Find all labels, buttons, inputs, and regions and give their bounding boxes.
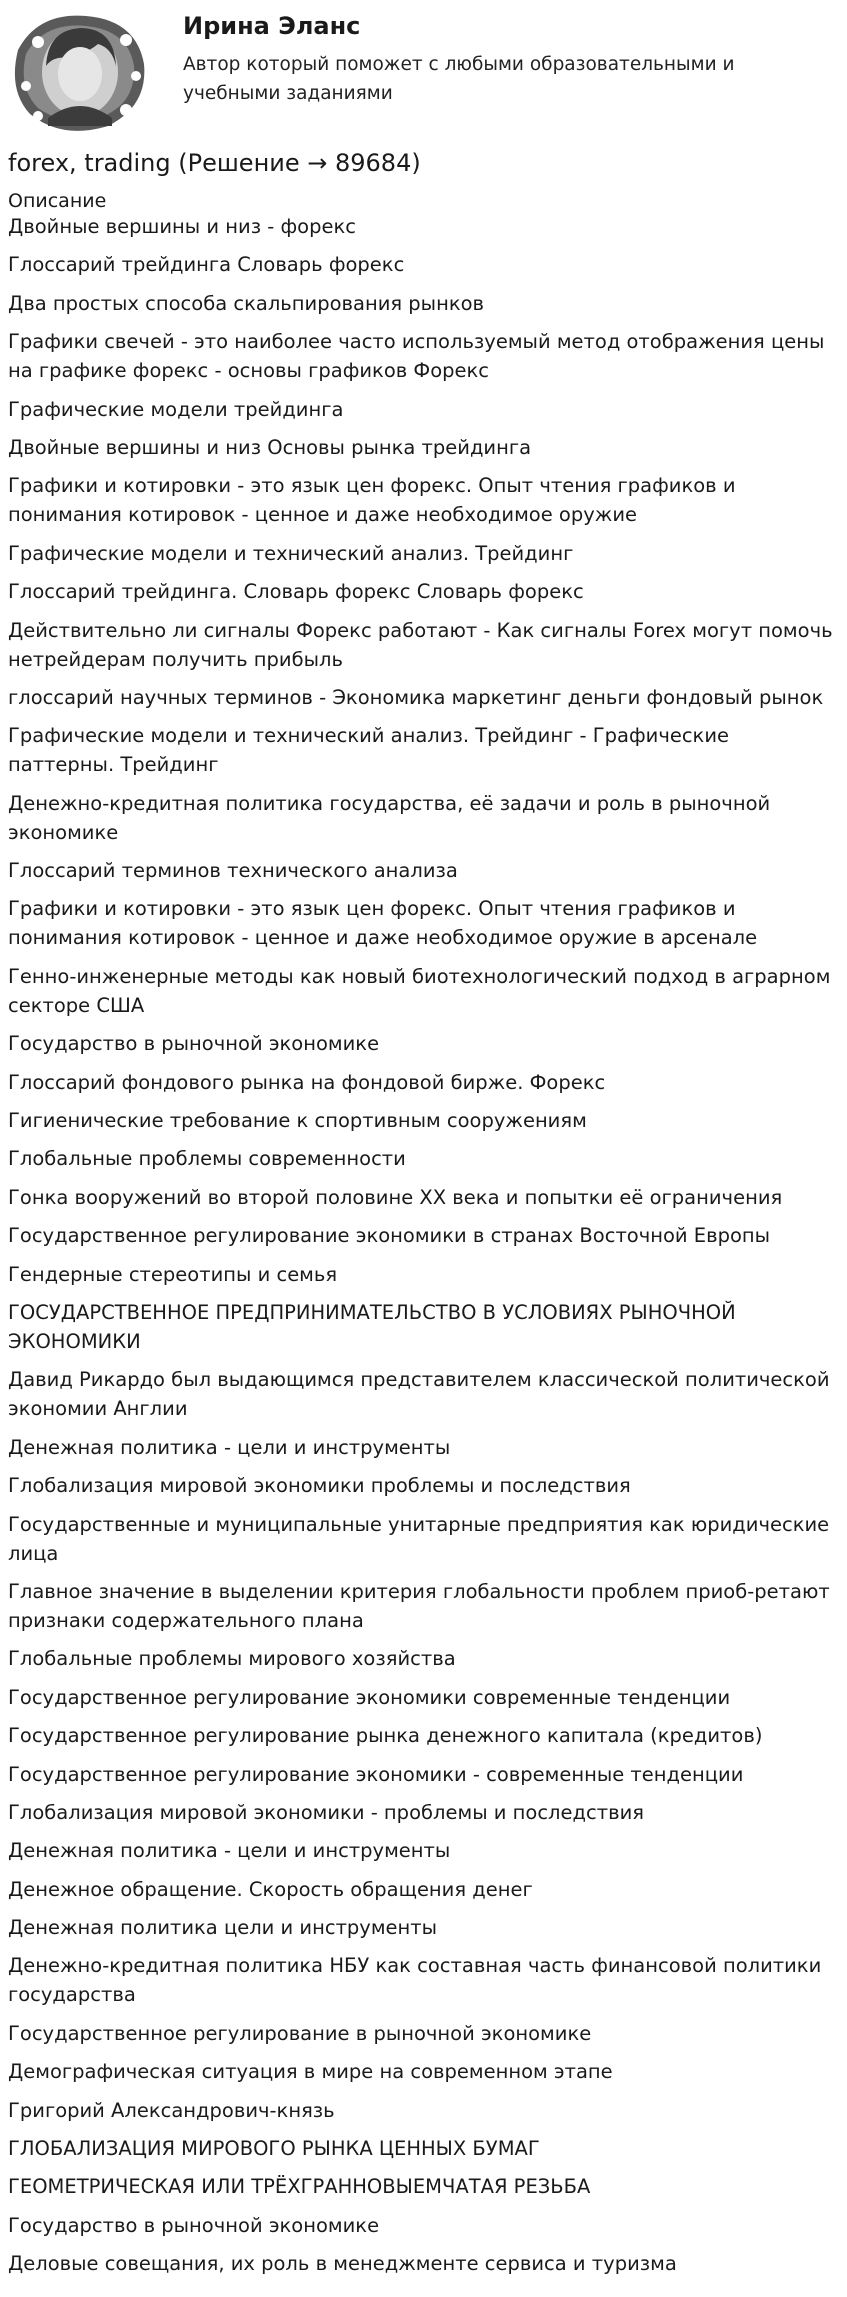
list-item [8,721,840,779]
list-item [8,789,840,847]
list-item [8,1221,840,1250]
related-link[interactable]: Главное значение в выделении критерия глобальности проблем приоб-ретают признаки содержательного плана [8,1579,830,1632]
list-item [8,1068,840,1097]
list-item [8,1183,840,1212]
list-item [8,1644,840,1673]
related-link[interactable]: Государство в рыночной экономике [8,2213,380,2237]
related-link[interactable]: Глобальные проблемы современности [8,1147,406,1171]
author-name[interactable]: Ирина Эланс [183,12,361,40]
list-item [8,471,840,529]
related-link[interactable]: Глоссарий терминов технического анализа [8,859,458,883]
related-link[interactable]: Двойные вершины и низ - форекс [8,215,356,238]
related-link[interactable]: Глобализация мировой экономики проблемы и последствия [8,1474,631,1498]
list-item [8,327,840,385]
related-link[interactable]: ГЛОБАЛИЗАЦИЯ МИРОВОГО РЫНКА ЦЕННЫХ БУМАГ [8,2137,540,2161]
list-item [8,433,840,462]
related-link[interactable]: Гигиенические требование к спортивным сооружениям [8,1109,587,1133]
list-item [8,1798,840,1827]
related-link[interactable]: Деловые совещания, их роль в менеджменте сервиса и туризма [8,2252,677,2276]
list-item [8,683,840,712]
list-item [8,1577,840,1635]
related-link[interactable]: Давид Рикардо был выдающимся представителем классической политической экономии Англии [8,1368,830,1421]
list-item [8,1029,840,1058]
related-link[interactable]: Графики свечей - это наиболее часто используемый метод отображения цены на графике форекс - основы графиков Форекс [8,330,825,383]
author-description: Автор который поможет с любыми образовательными и учебными заданиями [183,54,735,104]
list-item [8,212,840,241]
list-item [8,1836,840,1865]
list-item [8,1433,840,1462]
list-item [8,962,840,1020]
related-link[interactable]: Денежная политика - цели и инструменты [8,1435,451,1459]
related-link[interactable]: Государственное регулирование в рыночной экономике [8,2021,592,2045]
list-item [8,1683,840,1712]
list-item [8,250,840,279]
page-title: forex, trading (Решение → 89684) [8,149,421,177]
list-item [8,539,840,568]
related-link[interactable]: ГОСУДАРСТВЕННОЕ ПРЕДПРИНИМАТЕЛЬСТВО В УСЛОВИЯХ РЫНОЧНОЙ ЭКОНОМИКИ [8,1300,736,1353]
related-link[interactable]: Глоссарий фондового рынка на фондовой бирже. Форекс [8,1070,606,1094]
related-link[interactable]: Глоссарий трейдинга. Словарь форекс Словарь форекс [8,580,584,604]
list-item [8,894,840,952]
avatar[interactable] [8,6,150,134]
related-link[interactable]: Государственное регулирование рынка денежного капитала (кредитов) [8,1724,763,1748]
related-link[interactable]: Денежное обращение. Скорость обращения денег [8,1877,533,1901]
related-link[interactable]: Денежно-кредитная политика НБУ как составная часть финансовой политики государства [8,1954,822,2007]
related-link[interactable]: Двойные вершины и низ Основы рынка трейдинга [8,435,532,459]
list-item [8,1721,840,1750]
related-link[interactable]: Государственные и муниципальные унитарные предприятия как юридические лица [8,1512,830,1565]
related-link[interactable]: Графические модели и технический анализ. Трейдинг - Графические паттерны. Трейдинг [8,724,730,777]
related-link[interactable]: Демографическая ситуация в мире на современном этапе [8,2060,613,2084]
list-item [8,1913,840,1942]
related-link[interactable]: Государственное регулирование экономики - современные тенденции [8,1762,744,1786]
related-link[interactable]: Графики и котировки - это язык цен форекс. Опыт чтения графиков и понимания котировок - ценное и даже необходимое оружие [8,474,736,527]
related-link[interactable]: ГЕОМЕТРИЧЕСКАЯ ИЛИ ТРЁХГРАННОВЫЕМЧАТАЯ РЕЗЬБА [8,2175,591,2199]
list-item [8,289,840,318]
related-link[interactable]: Графики и котировки - это язык цен форекс. Опыт чтения графиков и понимания котировок - ценное и даже необходимое оружие в арсенале [8,897,758,950]
related-link[interactable]: глоссарий научных терминов - Экономика маркетинг деньги фондовый рынок [8,685,824,709]
list-item [8,2211,840,2240]
list-item [8,1510,840,1568]
list-item [8,395,840,424]
related-link[interactable]: Графические модели и технический анализ. Трейдинг [8,541,574,565]
list-item [8,2249,840,2278]
list-item [8,577,840,606]
description-label: Описание [8,190,107,212]
list-item [8,1471,840,1500]
list-item [8,1951,840,2009]
related-link[interactable]: Гендерные стереотипы и семья [8,1262,338,1286]
related-link[interactable]: Денежная политика - цели и инструменты [8,1839,451,1863]
list-item [8,2172,840,2201]
related-link[interactable]: Действительно ли сигналы Форекс работают - Как сигналы Forex могут помочь нетрейдерам получить прибыль [8,618,833,671]
related-link[interactable]: Государство в рыночной экономике [8,1032,380,1056]
list-item [8,1875,840,1904]
list-item [8,1760,840,1789]
avatar-image [8,6,150,134]
related-link[interactable]: Генно-инженерные методы как новый биотехнологический подход в аграрном секторе США [8,964,831,1017]
list-item [8,1365,840,1423]
related-link[interactable]: Графические модели трейдинга [8,397,344,421]
related-link[interactable]: Государственное регулирование экономики современные тенденции [8,1685,731,1709]
related-link[interactable]: Глоссарий трейдинга Словарь форекс [8,253,405,277]
list-item [8,856,840,885]
author-card [0,0,847,145]
related-link[interactable]: Денежная политика цели и инструменты [8,1916,438,1940]
related-link[interactable]: Глобальные проблемы мирового хозяйства [8,1647,456,1671]
related-link[interactable]: Государственное регулирование экономики в странах Восточной Европы [8,1224,771,1248]
list-item [8,1298,840,1356]
list-item [8,2096,840,2125]
related-links-list [8,212,840,2288]
related-link[interactable]: Два простых способа скальпирования рынков [8,291,485,315]
related-link[interactable]: Денежно-кредитная политика государства, её задачи и роль в рыночной экономике [8,791,771,844]
list-item [8,2134,840,2163]
related-link[interactable]: Глобализация мировой экономики - проблемы и последствия [8,1800,644,1824]
list-item [8,616,840,674]
related-link[interactable]: Григорий Александрович-князь [8,2098,335,2122]
list-item [8,1106,840,1135]
list-item [8,1260,840,1289]
list-item [8,2019,840,2048]
list-item [8,2057,840,2086]
related-link[interactable]: Гонка вооружений во второй половине XX века и попытки её ограничения [8,1185,783,1209]
list-item [8,1144,840,1173]
